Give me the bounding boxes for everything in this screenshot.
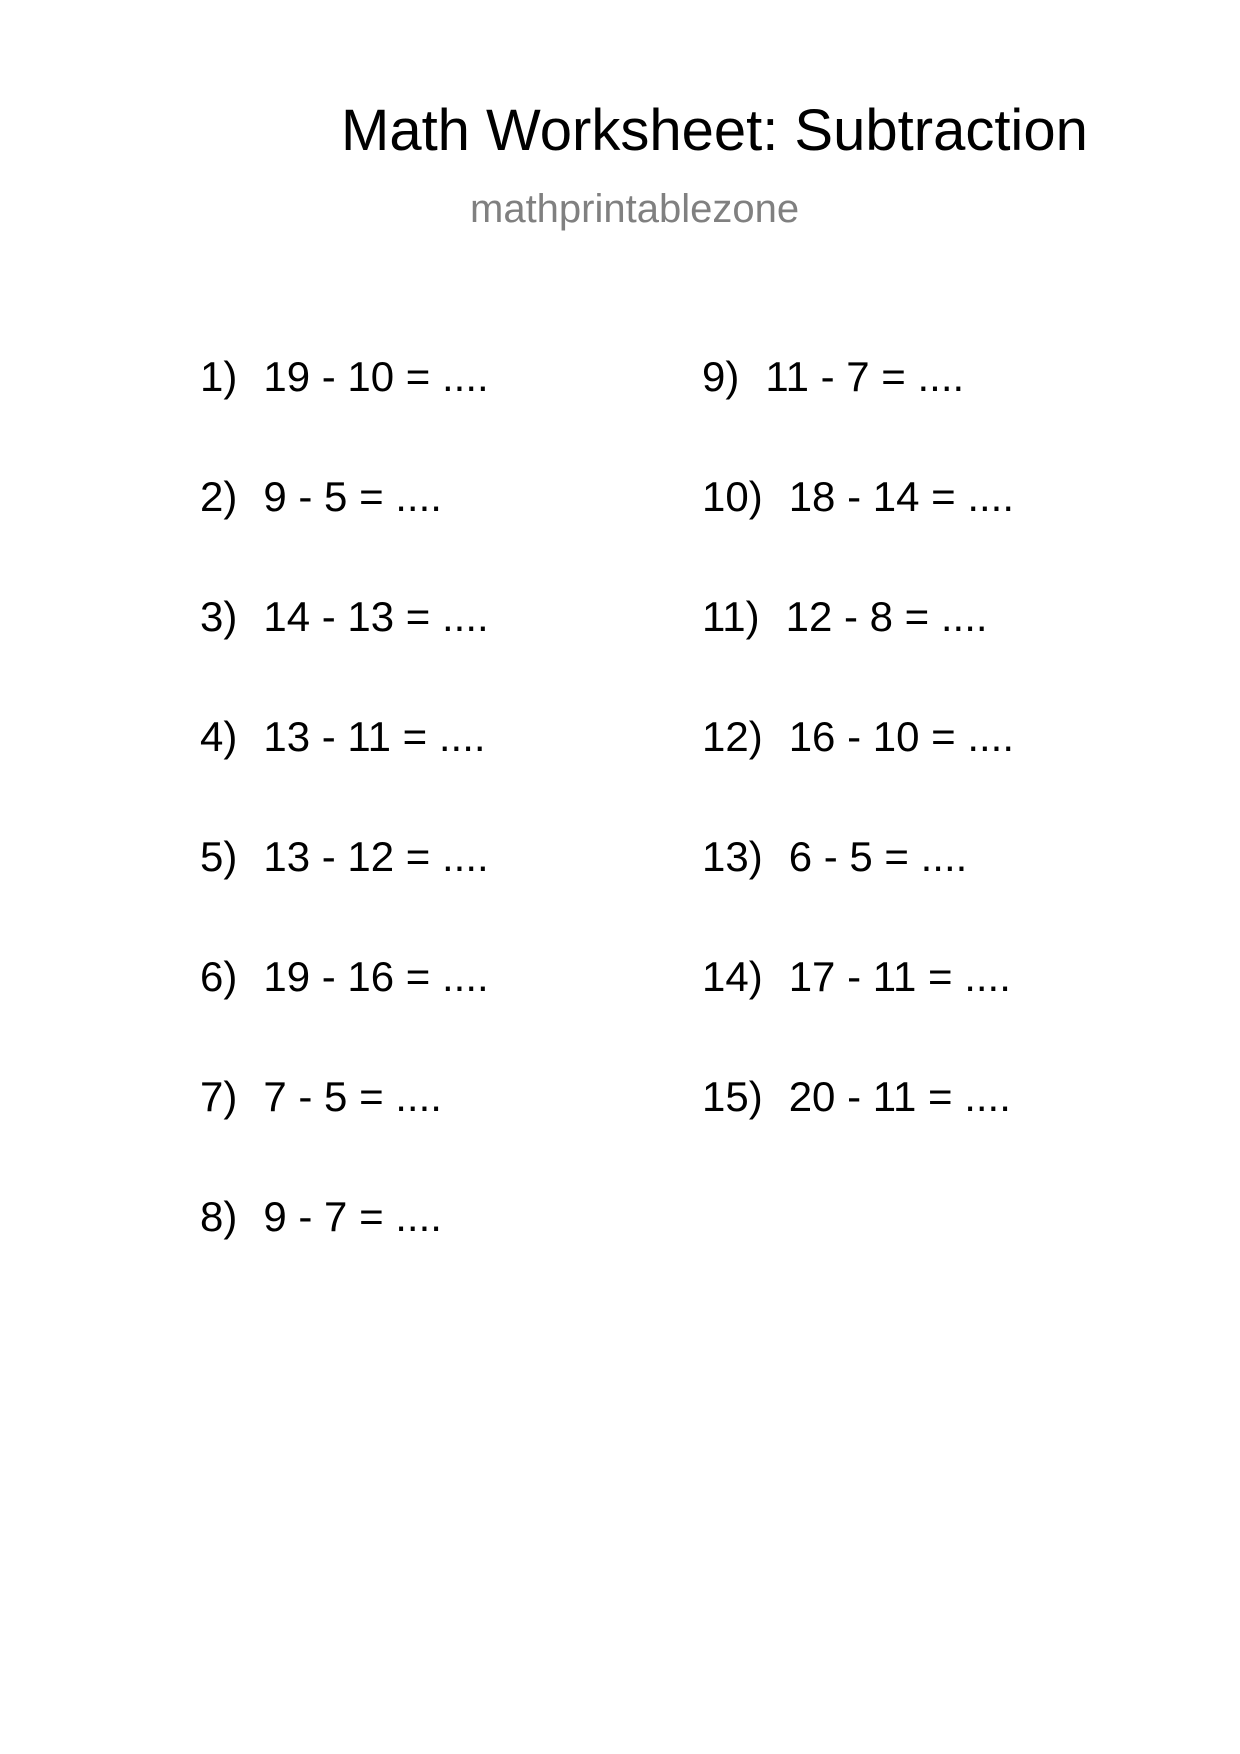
problem-item bbox=[200, 952, 489, 1072]
problem-number: 10) bbox=[702, 473, 763, 520]
problem-expression: 13 - 12 = .... bbox=[263, 833, 489, 880]
problem-item bbox=[702, 952, 1014, 1072]
problem-number: 7) bbox=[200, 1073, 238, 1120]
problem-expression: 20 - 11 = .... bbox=[788, 1073, 1011, 1120]
problem-column-left bbox=[200, 352, 489, 1312]
problem-item bbox=[200, 712, 489, 832]
worksheet-subtitle: mathprintablezone bbox=[470, 187, 800, 231]
problem-expression: 14 - 13 = .... bbox=[263, 593, 489, 640]
problem-expression: 18 - 14 = .... bbox=[788, 473, 1015, 520]
problem-number: 9) bbox=[702, 353, 740, 400]
problem-expression: 19 - 16 = .... bbox=[263, 953, 489, 1000]
problem-number: 8) bbox=[200, 1193, 238, 1240]
problem-number: 13) bbox=[702, 833, 763, 880]
problem-number: 4) bbox=[200, 713, 238, 760]
problem-expression: 17 - 11 = .... bbox=[788, 953, 1011, 1000]
problem-item bbox=[200, 592, 489, 712]
problem-item bbox=[702, 472, 1014, 592]
problem-number: 14) bbox=[702, 953, 763, 1000]
problem-expression: 7 - 5 = .... bbox=[263, 1073, 442, 1120]
problem-number: 12) bbox=[702, 713, 763, 760]
problem-item bbox=[200, 1192, 489, 1312]
problem-item bbox=[200, 352, 489, 472]
problem-expression: 16 - 10 = .... bbox=[788, 713, 1015, 760]
problem-expression: 6 - 5 = .... bbox=[788, 833, 968, 880]
problem-number: 3) bbox=[200, 593, 238, 640]
worksheet-title: Math Worksheet: Subtraction bbox=[341, 98, 1088, 163]
problem-number: 11) bbox=[702, 593, 760, 640]
problem-item bbox=[200, 832, 489, 952]
problem-number: 6) bbox=[200, 953, 238, 1000]
problem-number: 1) bbox=[200, 353, 238, 400]
problem-item bbox=[702, 832, 1014, 952]
problem-expression: 19 - 10 = .... bbox=[263, 353, 489, 400]
problem-expression: 12 - 8 = .... bbox=[785, 593, 988, 640]
problem-item bbox=[702, 1072, 1014, 1192]
problem-item bbox=[702, 592, 1014, 712]
problem-item bbox=[200, 472, 489, 592]
problem-expression: 11 - 7 = .... bbox=[765, 353, 965, 400]
problem-expression: 9 - 7 = .... bbox=[263, 1193, 442, 1240]
problem-column-right bbox=[702, 352, 1014, 1192]
problem-item bbox=[200, 1072, 489, 1192]
problem-expression: 13 - 11 = .... bbox=[263, 713, 486, 760]
problem-item bbox=[702, 712, 1014, 832]
problem-number: 2) bbox=[200, 473, 238, 520]
problem-item bbox=[702, 352, 1014, 472]
problem-number: 5) bbox=[200, 833, 238, 880]
problem-number: 15) bbox=[702, 1073, 763, 1120]
problem-expression: 9 - 5 = .... bbox=[263, 473, 442, 520]
